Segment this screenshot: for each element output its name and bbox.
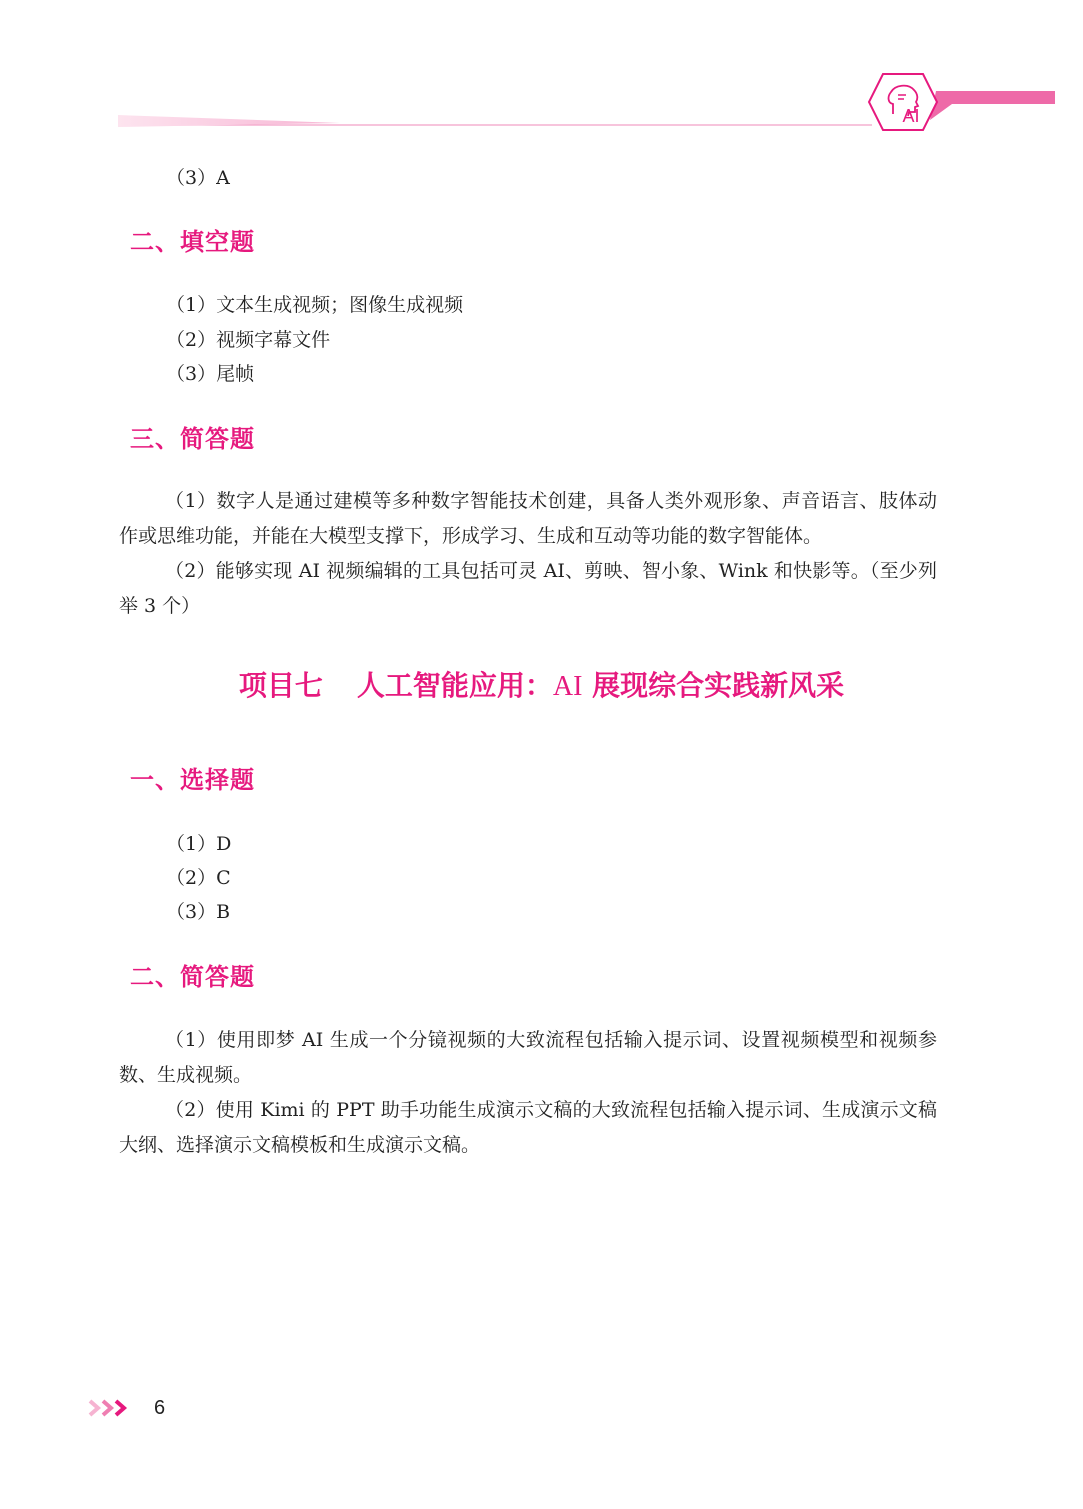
triple-chevron-icon [88, 1396, 138, 1420]
choice-answer-1: （1）D [166, 833, 232, 855]
short-answer-paragraph-1: （1）数字人是通过建模等多种数字智能技术创建，具备人类外观形象、声音语言、肢体动作或思维功能，并能在大模型支撑下，形成学习、生成和互动等功能的数字智能体。 [119, 490, 937, 547]
fill-blank-answer-3: （3）尾帧 [166, 363, 255, 385]
chapter-name-ai: AI [552, 671, 583, 702]
chapter-name-rest: 展现综合实践新风采 [582, 669, 845, 702]
page-number: 6 [154, 1397, 166, 1419]
chapter-title [0, 668, 1083, 705]
choice-heading: 一、选择题 [130, 765, 255, 794]
svg-text:AI: AI [902, 106, 920, 126]
chapter-number: 项目七 [238, 669, 323, 702]
short-answer-heading-2: 二、简答题 [130, 962, 255, 991]
fill-blank-heading: 二、填空题 [130, 227, 255, 256]
header-decoration [0, 0, 1083, 150]
choice-answer-2: （2）C [166, 867, 231, 889]
page-header [0, 0, 1083, 150]
fill-blank-answer-1: （1）文本生成视频；图像生成视频 [166, 294, 464, 316]
previous-answer-3: （3）A [166, 167, 230, 189]
answer-paragraph-1: （1）使用即梦 AI 生成一个分镜视频的大致流程包括输入提示词、设置视频模型和视频参数、生成视频。 [119, 1029, 937, 1086]
ai-head-icon [869, 74, 937, 130]
page-footer [88, 1396, 166, 1420]
short-answer-heading: 三、简答题 [130, 424, 255, 453]
short-answer-paragraph-2: （2）能够实现 AI 视频编辑的工具包括可灵 AI、剪映、智小象、Wink 和快影等。（至少列举 3 个） [119, 560, 937, 617]
choice-answer-3: （3）B [166, 901, 231, 923]
answer-paragraph-2: （2）使用 Kimi 的 PPT 助手功能生成演示文稿的大致流程包括输入提示词、生成演示文稿大纲、选择演示文稿模板和生成演示文稿。 [119, 1099, 937, 1156]
chapter-name: 人工智能应用： [356, 669, 553, 702]
fill-blank-answer-2: （2）视频字幕文件 [166, 329, 331, 351]
